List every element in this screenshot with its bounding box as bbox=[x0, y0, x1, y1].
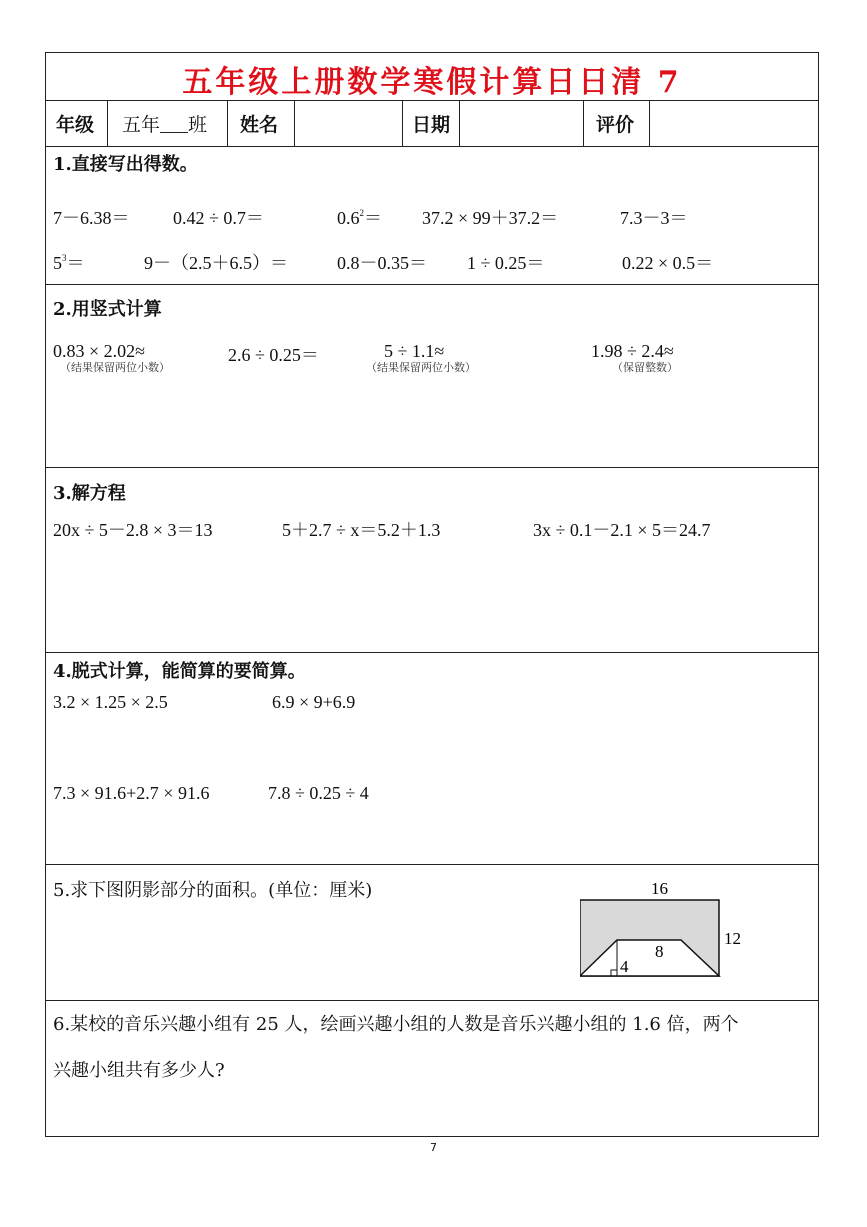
problem: 7－6.38＝ bbox=[53, 208, 130, 228]
problem: 1.98 ÷ 2.4≈ bbox=[591, 341, 674, 361]
label-inner-top: 8 bbox=[655, 942, 664, 961]
class-field[interactable] bbox=[122, 110, 207, 137]
page-number: 7 bbox=[430, 1141, 437, 1154]
problem: 0.22 × 0.5＝ bbox=[622, 253, 714, 273]
word-problem-line1: 6.某校的音乐兴趣小组有 25 人，绘画兴趣小组的人数是音乐兴趣小组的 1.6 倍，两个 bbox=[53, 1014, 739, 1035]
cell-divider bbox=[294, 101, 295, 146]
power-base: 5 bbox=[53, 253, 62, 273]
problem: 37.2 × 99＋37.2＝ bbox=[422, 208, 559, 228]
figure-shapes bbox=[580, 900, 719, 976]
class-blank[interactable] bbox=[160, 116, 188, 133]
equals: ＝ bbox=[66, 253, 85, 273]
rounding-note: （结果保留两位小数） bbox=[366, 361, 476, 374]
class-prefix: 五年 bbox=[122, 114, 161, 136]
section-5-heading: 5.求下图阴影部分的面积。(单位：厘米) bbox=[53, 880, 373, 901]
eval-label: 评价 bbox=[596, 114, 635, 136]
problem: 1 ÷ 0.25＝ bbox=[467, 253, 545, 273]
cell-divider bbox=[459, 101, 460, 146]
word-problem-line2: 兴趣小组共有多少人? bbox=[53, 1060, 225, 1081]
problem: 7.3 × 91.6+2.7 × 91.6 bbox=[53, 783, 210, 803]
label-top: 16 bbox=[651, 879, 668, 898]
name-label: 姓名 bbox=[240, 114, 279, 136]
class-suffix: 班 bbox=[188, 114, 208, 136]
problem: 3.2 × 1.25 × 2.5 bbox=[53, 692, 168, 712]
cell-divider bbox=[649, 101, 650, 146]
problem: 5 ÷ 1.1≈ bbox=[384, 341, 445, 361]
divider bbox=[46, 1000, 818, 1001]
cell-divider bbox=[583, 101, 584, 146]
date-label: 日期 bbox=[412, 114, 451, 136]
problem: 9－（2.5＋6.5）＝ bbox=[144, 253, 288, 273]
divider bbox=[46, 864, 818, 865]
power-exponent: 2 bbox=[359, 208, 364, 218]
shaded-figure bbox=[580, 878, 795, 988]
problem: 2.6 ÷ 0.25＝ bbox=[228, 345, 319, 365]
problem: 0.83 × 2.02≈ bbox=[53, 341, 146, 361]
label-height: 4 bbox=[620, 957, 629, 976]
equation: 3x ÷ 0.1－2.1 × 5＝24.7 bbox=[533, 520, 711, 540]
cell-divider bbox=[227, 101, 228, 146]
divider bbox=[46, 100, 818, 101]
power-base: 0.6 bbox=[337, 208, 360, 228]
label-right: 12 bbox=[724, 929, 741, 948]
problem: 6.9 × 9+6.9 bbox=[272, 692, 356, 712]
cell-divider bbox=[402, 101, 403, 146]
grade-label: 年级 bbox=[56, 114, 95, 136]
problem bbox=[337, 204, 382, 230]
section-2-heading: 2.用竖式计算 bbox=[53, 299, 162, 320]
equation: 5＋2.7 ÷ x＝5.2＋1.3 bbox=[282, 520, 441, 540]
problem: 7.8 ÷ 0.25 ÷ 4 bbox=[268, 783, 369, 803]
divider bbox=[46, 652, 818, 653]
worksheet bbox=[45, 52, 819, 1137]
cell-divider bbox=[107, 101, 108, 146]
problem: 0.42 ÷ 0.7＝ bbox=[173, 208, 264, 228]
divider bbox=[46, 146, 818, 147]
problem bbox=[53, 249, 85, 275]
rounding-note: （结果保留两位小数） bbox=[60, 361, 170, 374]
section-4-heading: 4.脱式计算，能简算的要简算。 bbox=[53, 661, 306, 682]
equation: 20x ÷ 5－2.8 × 3＝13 bbox=[53, 520, 213, 540]
problem: 0.8－0.35＝ bbox=[337, 253, 427, 273]
divider bbox=[46, 284, 818, 285]
divider bbox=[46, 467, 818, 468]
page-title: 五年级上册数学寒假计算日日清 7 bbox=[182, 65, 682, 100]
power-exponent: 3 bbox=[62, 253, 67, 263]
section-3-heading: 3.解方程 bbox=[53, 483, 126, 504]
rounding-note: （保留整数） bbox=[612, 361, 678, 374]
problem: 7.3－3＝ bbox=[620, 208, 688, 228]
section-1-heading: 1.直接写出得数。 bbox=[53, 154, 198, 175]
equals: ＝ bbox=[364, 208, 382, 228]
